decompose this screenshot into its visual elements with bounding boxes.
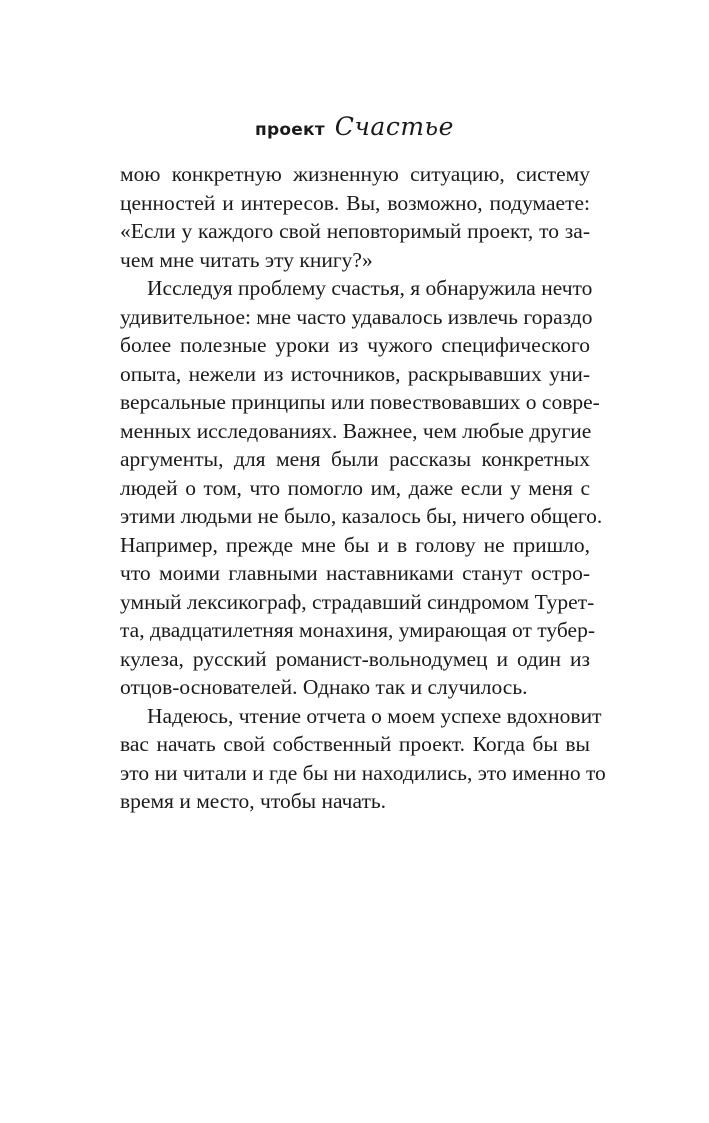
text-line: «Если у каждого свой неповторимый проект, то за-	[120, 219, 590, 243]
text-line: Надеюсь, чтение отчета о моем успехе вдохновит	[147, 703, 602, 728]
text-line: Исследуя проблему счастья, я обнаружила нечто	[147, 276, 593, 300]
text-line: время и место, чтобы начать.	[120, 789, 387, 813]
text-line: кулеза, русский романист-вольнодумец и один из	[120, 646, 590, 671]
text-line: чем мне читать эту книгу?»	[120, 247, 373, 272]
text-line: мою конкретную жизненную ситуацию, систему	[120, 162, 590, 186]
running-head	[0, 112, 709, 141]
text-line: умный лексикограф, страдавший синдромом Турет-	[120, 589, 595, 614]
text-line: версальные принципы или повествовавших о совре-	[120, 390, 600, 414]
body-text	[120, 160, 606, 816]
running-head-title: Счастье	[334, 112, 454, 141]
text-line: та, двадцатилетняя монахиня, умирающая от тубер-	[120, 618, 595, 642]
text-line: Например, прежде мне бы и в голову не пришло,	[120, 532, 590, 557]
text-line: ценностей и интересов. Вы, возможно, подумаете:	[120, 190, 590, 215]
text-line: людей о том, что помогло им, даже если у меня с	[120, 475, 590, 500]
text-line: что моими главными наставниками станут остро-	[120, 561, 590, 585]
text-line: удивительное: мне часто удавалось извлечь гораздо	[120, 304, 593, 329]
text-line: этими людьми не было, казалось бы, ничего общего.	[120, 504, 603, 528]
text-line: отцов-основателей. Однако так и случилось.	[120, 675, 528, 699]
text-line: менных исследованиях. Важнее, чем любые другие	[120, 418, 592, 443]
text-line: это ни читали и где бы ни находились, это именно то	[120, 760, 606, 785]
text-line: вас начать свой собственный проект. Когда бы вы	[120, 732, 590, 756]
text-line: опыта, нежели из источников, раскрывавших уни-	[120, 361, 590, 386]
running-head-word: проект	[255, 120, 325, 140]
text-line: аргументы, для меня были рассказы конкретных	[120, 447, 590, 471]
text-line: более полезные уроки из чужого специфического	[120, 333, 590, 357]
